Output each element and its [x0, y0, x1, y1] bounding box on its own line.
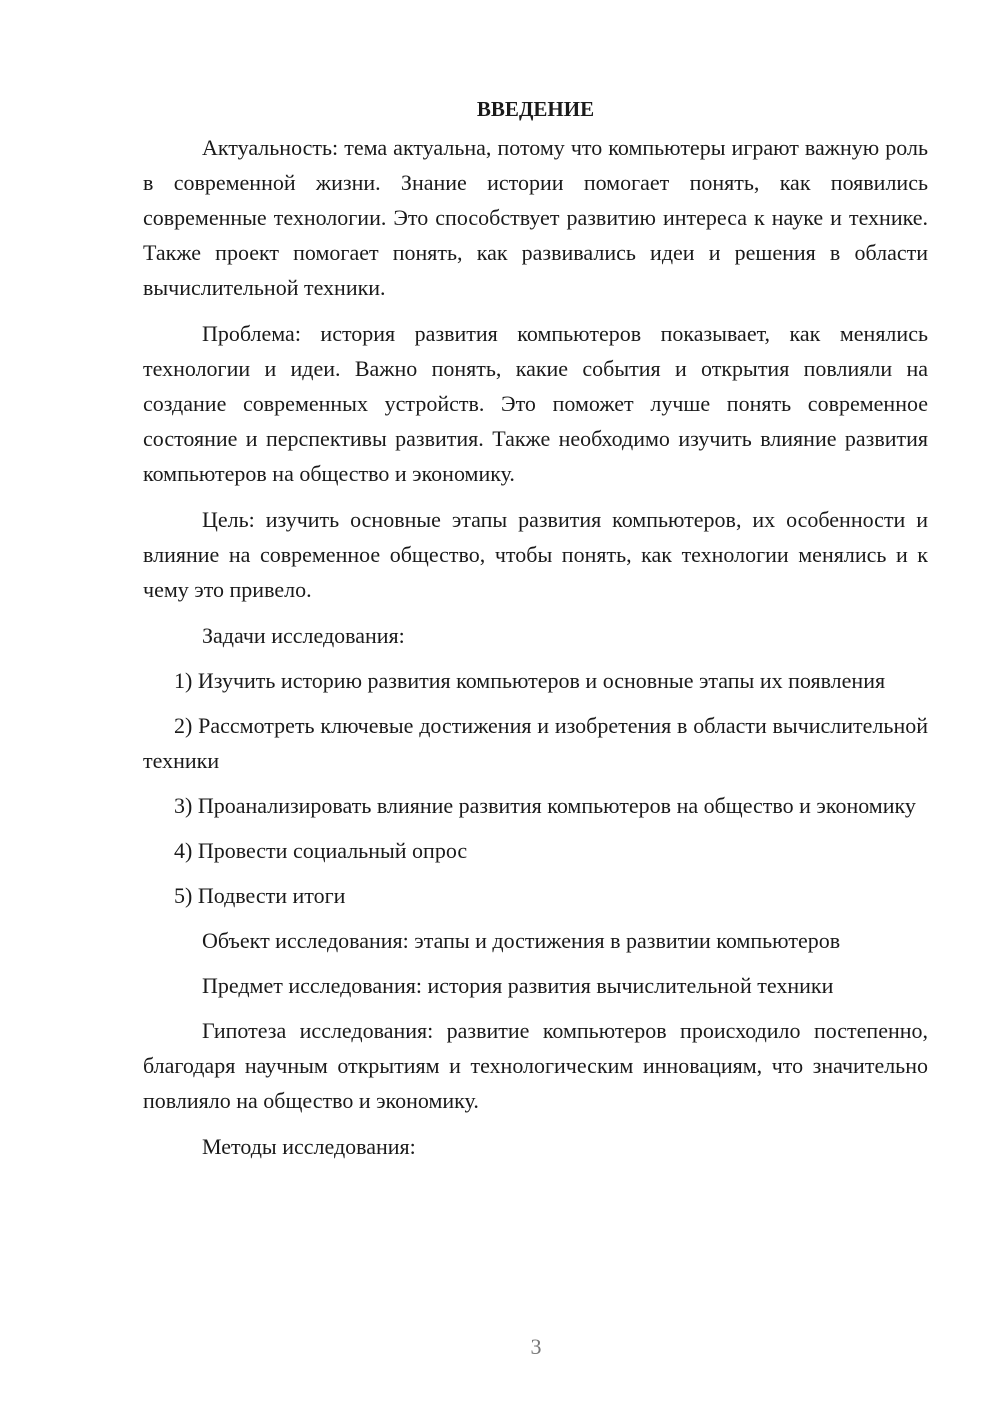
task-item: 5) Подвести итоги [174, 883, 346, 908]
page-content [143, 92, 928, 1174]
methods-heading: Методы исследования: [202, 1134, 416, 1159]
task-item: 4) Провести социальный опрос [174, 838, 468, 863]
tasks-heading: Задачи исследования: [202, 623, 405, 648]
page-number: 3 [530, 1334, 542, 1359]
object-line: Объект исследования: этапы и достижения в развитии компьютеров [202, 928, 841, 953]
page-title: ВВЕДЕНИЕ [476, 97, 595, 121]
relevance-paragraph: Актуальность: тема актуальна, потому что компьютеры играют важную роль в современной жизни. Знание истории помогает понять, как появились современные технологии. Это способствует развитию интереса к науке и технике. Также проект помогает понять, как развивались идеи и решения в области вычислительной техники. [143, 135, 928, 300]
task-item: 1) Изучить историю развития компьютеров и основные этапы их появления [174, 668, 886, 693]
task-item: 2) Рассмотреть ключевые достижения и изобретения в области вычислительной техники [143, 713, 928, 773]
task-item: 3) Проанализировать влияние развития компьютеров на общество и экономику [174, 793, 916, 818]
hypothesis-paragraph: Гипотеза исследования: развитие компьютеров происходило постепенно, благодаря научным открытиям и технологическим инновациям, что значительно повлияло на общество и экономику. [143, 1018, 928, 1113]
problem-paragraph: Проблема: история развития компьютеров показывает, как менялись технологии и идеи. Важно понять, какие события и открытия повлияли на создание современных устройств. Это поможет лучше понять современное состояние и перспективы развития. Также необходимо изучить влияние развития компьютеров на общество и экономику. [143, 321, 928, 486]
subject-line: Предмет исследования: история развития вычислительной техники [202, 973, 834, 998]
goal-paragraph: Цель: изучить основные этапы развития компьютеров, их особенности и влияние на современное общество, чтобы понять, как технологии менялись и к чему это привело. [143, 507, 928, 602]
